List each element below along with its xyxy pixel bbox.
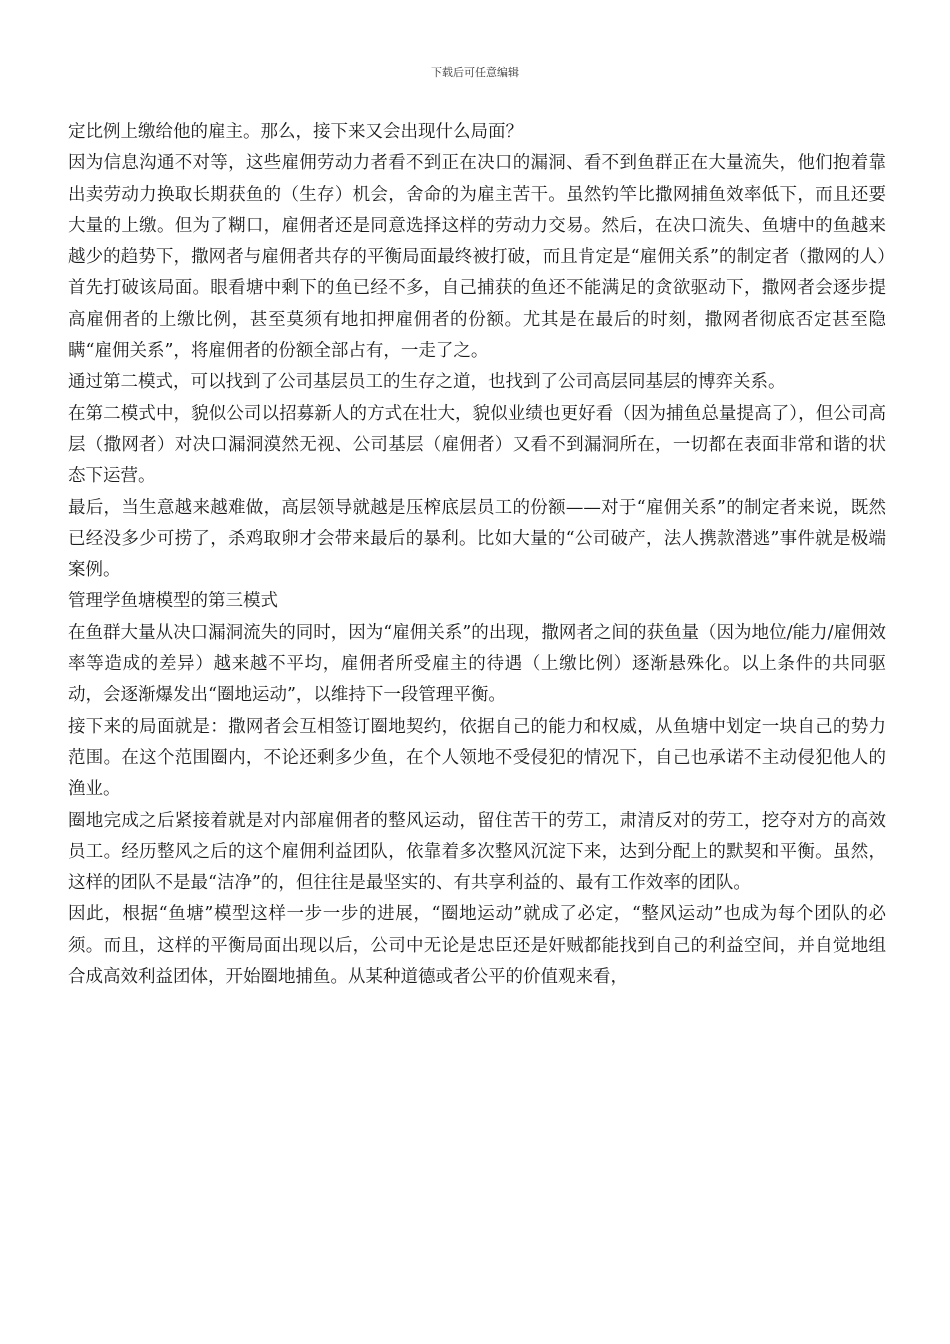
paragraph: 接下来的局面就是：撒网者会互相签订圈地契约，依据自己的能力和权威，从鱼塘中划定一块自己的势力范围。在这个范围圈内，不论还剩多少鱼，在个人领地不受侵犯的情况下，自己也承诺不主动侵犯他人的渔业。 bbox=[68, 716, 886, 800]
paragraph: 通过第二模式，可以找到了公司基层员工的生存之道，也找到了公司高层同基层的博弈关系。 bbox=[68, 372, 786, 393]
section-heading: 管理学鱼塘模型的第三模式 bbox=[68, 591, 278, 612]
paragraph: 定比例上缴给他的雇主。那么，接下来又会出现什么局面？ bbox=[68, 122, 523, 142]
page-header: 下载后可任意编辑 bbox=[431, 66, 519, 79]
paragraph: 因为信息沟通不对等，这些雇佣劳动力者看不到正在决口的漏洞、看不到鱼群正在大量流失，他们抱着靠出卖劳动力换取长期获鱼的（生存）机会，舍命的为雇主苦干。虽然钓竿比撒网捕鱼效率低下，而且还要大量的上缴。但为了糊口，雇佣者还是同意选择这样的劳动力交易。然后，在决口流失、鱼塘中的鱼越来越少的趋势下，撒网者与雇佣者共存的平衡局面最终被打破，而且肯定是“雇佣关系”的制定者（撒网的人）首先打破该局面。眼看塘中剩下的鱼已经不多，自己捕获的鱼还不能满足的贪欲驱动下，撒网者会逐步提高雇佣者的上缴比例，甚至莫须有地扣押雇佣者的份额。尤其是在最后的时刻，撒网者彻底否定甚至隐瞒“雇佣关系”，将雇佣者的份额全部占有，一走了之。 bbox=[68, 153, 886, 362]
paragraph: 在鱼群大量从决口漏洞流失的同时，因为“雇佣关系”的出现，撒网者之间的获鱼量（因为地位/能力/雇佣效率等造成的差异）越来越不平均，雇佣者所受雇主的待遇（上缴比例）逐渐悬殊化。以上条件的共同驱动，会逐渐爆发出“圈地运动”，以维持下一段管理平衡。 bbox=[68, 622, 886, 706]
document-body bbox=[68, 117, 886, 993]
paragraph: 最后，当生意越来越难做，高层领导就越是压榨底层员工的份额——对于“雇佣关系”的制定者来说，既然已经没多少可捞了，杀鸡取卵才会带来最后的暴利。比如大量的“公司破产，法人携款潜逃”事件就是极端案例。 bbox=[68, 497, 886, 581]
paragraph: 圈地完成之后紧接着就是对内部雇佣者的整风运动，留住苦干的劳工，肃清反对的劳工，挖夺对方的高效员工。经历整风之后的这个雇佣利益团队，依靠着多次整风沉淀下来，达到分配上的默契和平衡。虽然，这样的团队不是最“洁净”的，但往往是最坚实的、有共享利益的、最有工作效率的团队。 bbox=[68, 810, 886, 894]
paragraph: 因此，根据“鱼塘”模型这样一步一步的进展，“圈地运动”就成了必定，“整风运动”也成为每个团队的必须。而且，这样的平衡局面出现以后，公司中无论是忠臣还是奸贼都能找到自己的利益空间，并自觉地组合成高效利益团体，开始圈地捕鱼。从某种道德或者公平的价值观来看， bbox=[68, 904, 886, 988]
paragraph: 在第二模式中，貌似公司以招募新人的方式在壮大，貌似业绩也更好看（因为捕鱼总量提高了），但公司高层（撒网者）对决口漏洞漠然无视、公司基层（雇佣者）又看不到漏洞所在，一切都在表面非常和谐的状态下运营。 bbox=[68, 403, 886, 487]
